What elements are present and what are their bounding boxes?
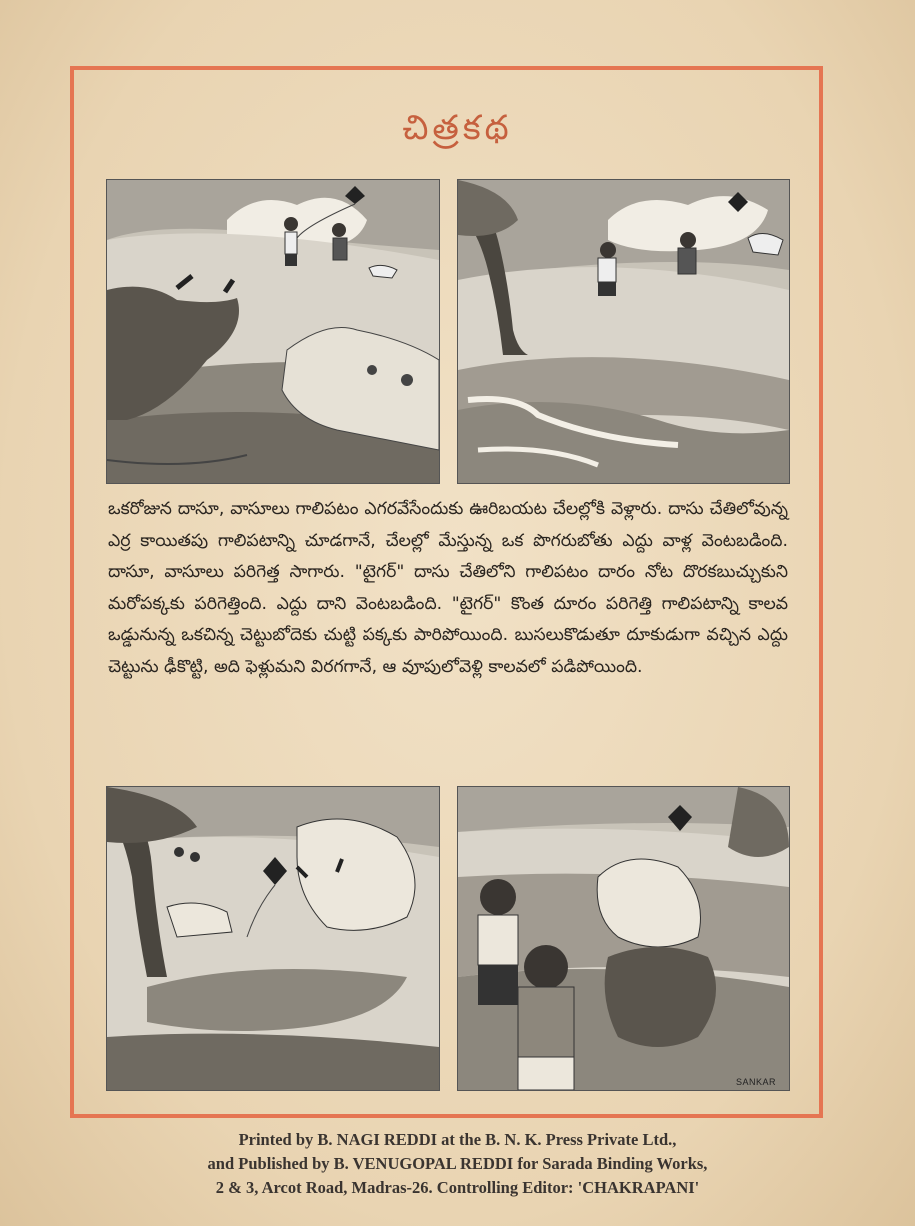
comic-panel-3 xyxy=(106,786,440,1091)
imprint-line-3: 2 & 3, Arcot Road, Madras-26. Controlling Editor: 'CHAKRAPANI' xyxy=(215,1178,700,1197)
panel-4-illustration xyxy=(458,787,789,1090)
story-paragraph: ఒకరోజున దాసూ, వాసూలు గాలిపటం ఎగరవేసేందుకు ఊరిబయట చేలల్లోకి వెళ్లారు. దాసు చేతిలోవున్న ఎర్ర కాయితపు గాలిపటాన్ని చూడగానే, చేలల్లో మేస్తున్న ఒక పొగరుబోతు ఎద్దు వాళ్ల వెంటబడింది. దాసూ, వాసూలు పరిగెత్త సాగారు. "టైగర్" దాసు చేతిలోని గాలిపటం దారం నోట దొరకబుచ్చుకుని మరోపక్కకు పరిగెత్తింది. ఎద్దు దాని వెంటబడింది. "టైగర్" కొంత దూరం పరిగెత్తి గాలిపటాన్ని కాలవ ఒడ్డునున్న ఒకచిన్న చెట్టుబోదెకు చుట్టి పక్కకు పారిపోయింది. బుసలుకొడుతూ దూకుడుగా వచ్చిన ఎద్దు చెట్టును ఢీకొట్టి, అది ఫెళ్లుమని విరగగానే, ఆ వూపులోవెళ్లి కాలవలో పడిపోయింది. xyxy=(108,499,788,677)
panel-2-illustration xyxy=(458,180,789,483)
panel-3-illustration xyxy=(107,787,439,1090)
panel-1-illustration xyxy=(107,180,439,483)
imprint-line-1: Printed by B. NAGI REDDI at the B. N. K. Press Private Ltd., xyxy=(238,1130,677,1149)
comic-panel-4 xyxy=(457,786,790,1091)
comic-panel-2 xyxy=(457,179,790,484)
publisher-imprint xyxy=(70,1128,845,1200)
page-title: చిత్రకథ xyxy=(402,108,513,148)
comic-panel-1 xyxy=(106,179,440,484)
imprint-line-2: and Published by B. VENUGOPAL REDDI for Sarada Binding Works, xyxy=(207,1154,708,1173)
artist-signature: SANKAR xyxy=(736,1077,777,1087)
